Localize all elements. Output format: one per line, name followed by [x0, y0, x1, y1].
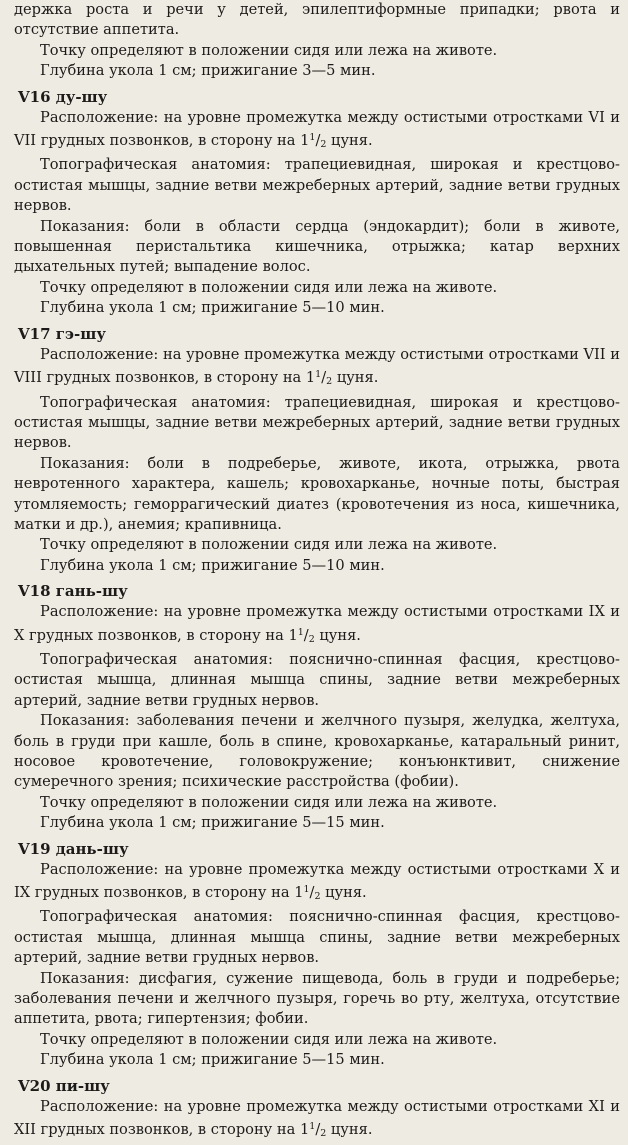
- fraction-denominator: 2: [326, 376, 333, 388]
- fraction-denominator: 2: [308, 633, 315, 645]
- location-unit: цуня.: [332, 369, 379, 387]
- point-location: Расположение: на уровне промежутка между остистыми отростками VI и VII грудных позвонков, в сторону на $1^1/_2$ цуня.: [14, 108, 620, 151]
- section-v16: [14, 87, 620, 319]
- point-title: V19 дань-шу: [18, 839, 129, 858]
- point-title: V17 гэ-шу: [18, 324, 107, 343]
- point-location: Расположение: на уровне промежутка между остистыми отростками XI и XII грудных позвонков, в сторону на $1^1/_2$ цуня.: [14, 1097, 620, 1140]
- section-v18: [14, 581, 620, 833]
- location-unit: цуня.: [314, 626, 361, 644]
- location-unit: цуня.: [326, 132, 373, 150]
- intro-depth: Глубина укола 1 см; прижигание 3—5 мин.: [40, 62, 376, 80]
- point-indications: Показания: боли в подреберье, животе, икота, отрыжка, рвота невротенного характера, кашель; кровохарканье, ночные поты, быстрая утомляемость; геморрагический диатез (кровотечения из носа, кишечника, матки и др.), анемия; крапивница.: [14, 454, 620, 533]
- section-v17: [14, 324, 620, 576]
- point-indications: Показания: дисфагия, сужение пищевода, боль в груди и подреберье; заболевания печени и желчного пузыря, горечь во рту, желтуха, отсутствие аппетита, рвота; гипертензия; фобии.: [14, 969, 620, 1028]
- location-unit: цуня.: [326, 1121, 373, 1139]
- point-location: Расположение: на уровне промежутка между остистыми отростками IX и X грудных позвонков, в сторону на $1^1/_2$ цуня.: [14, 603, 620, 645]
- location-text: Расположение: на уровне промежутка между остистыми отростками XI и XII грудных позвонков, в сторону на 1: [14, 1097, 620, 1139]
- point-title: V20 пи-шу: [18, 1076, 110, 1095]
- point-depth: Глубина укола 1 см; прижигание 5—15 мин.: [40, 1051, 385, 1069]
- point-indications: Показания: боли в области сердца (эндокардит); боли в животе, повышенная перистальтика кишечника, отрыжка; катар верхних дыхательных путей; выпадение волос.: [14, 217, 620, 276]
- fraction-numerator: 1: [297, 626, 304, 638]
- point-anatomy: Топографическая анатомия: пояснично-спинная фасция, крестцово-остистая мышца, длинная мышца спины, задние ветви межреберных артерий, задние ветви грудных нервов.: [14, 908, 620, 967]
- location-text: Расположение: на уровне промежутка между остистыми отростками IX и X грудных позвонков, в сторону на 1: [14, 603, 620, 644]
- point-depth: Глубина укола 1 см; прижигание 5—10 мин.: [40, 299, 385, 317]
- point-position: Точку определяют в положении сидя или лежа на животе.: [40, 278, 498, 296]
- point-anatomy: Топографическая анатомия: трапециевидная, широкая и крестцово-остистая мышцы, задние ветви межреберных артерий, задние ветви грудных нервов.: [14, 393, 620, 452]
- point-anatomy: Топографическая анатомия: пояснично-спинная фасция, крестцово-остистая мышца, длинная мышца спины, задние ветви межреберных артерий, задние ветви грудных нервов.: [14, 650, 620, 709]
- location-unit: цуня.: [320, 884, 367, 902]
- location-text: Расположение: на уровне промежутка между остистыми отростками X и IX грудных позвонков, в сторону на 1: [14, 860, 620, 902]
- fraction-numerator: 1: [303, 884, 310, 896]
- point-location: Расположение: на уровне промежутка между остистыми отростками X и IX грудных позвонков, в сторону на $1^1/_2$ цуня.: [14, 860, 620, 903]
- point-title: V16 ду-шу: [18, 87, 108, 106]
- location-text: Расположение: на уровне промежутка между остистыми отростками VI и VII грудных позвонков, в сторону на 1: [14, 108, 620, 150]
- intro-block: [14, 0, 620, 82]
- fraction-denominator: 2: [314, 891, 321, 903]
- fraction-denominator: 2: [320, 139, 327, 151]
- point-title: V18 гань-шу: [18, 582, 128, 601]
- fraction-denominator: 2: [320, 1128, 327, 1140]
- fraction-numerator: 1: [309, 132, 316, 144]
- fraction-numerator: 1: [309, 1121, 316, 1133]
- point-position: Точку определяют в положении сидя или лежа на животе.: [40, 536, 498, 554]
- fraction-numerator: 1: [315, 369, 322, 381]
- point-depth: Глубина укола 1 см; прижигание 5—10 мин.: [40, 556, 385, 574]
- point-position: Точку определяют в положении сидя или лежа на животе.: [40, 1030, 498, 1048]
- point-anatomy: Топографическая анатомия: трапециевидная, широкая и крестцово-остистая мышцы, задние ветви межреберных артерий, задние ветви грудных нервов.: [14, 156, 620, 215]
- intro-text: держка роста и речи у детей, эпилептиформные припадки; рвота и отсутствие аппетита.: [14, 1, 620, 39]
- point-position: Точку определяют в положении сидя или лежа на животе.: [40, 793, 498, 811]
- section-v19: [14, 839, 620, 1071]
- section-v20: [14, 1076, 620, 1145]
- point-depth: Глубина укола 1 см; прижигание 5—15 мин.: [40, 814, 385, 832]
- point-indications: Показания: заболевания печени и желчного пузыря, желудка, желтуха, боль в груди при кашле, боль в спине, кровохарканье, катаральный ринит, носовое кровотечение, головокружение; конъюнктивит, снижение сумеречного зрения; психические расстройства (фобии).: [14, 712, 620, 791]
- intro-position: Точку определяют в положении сидя или лежа на животе.: [40, 41, 498, 59]
- location-text: Расположение: на уровне промежутка между остистыми отростками VII и VIII грудных позвонков, в сторону на 1: [14, 345, 620, 387]
- point-location: Расположение: на уровне промежутка между остистыми отростками VII и VIII грудных позвонков, в сторону на $1^1/_2$ цуня.: [14, 345, 620, 388]
